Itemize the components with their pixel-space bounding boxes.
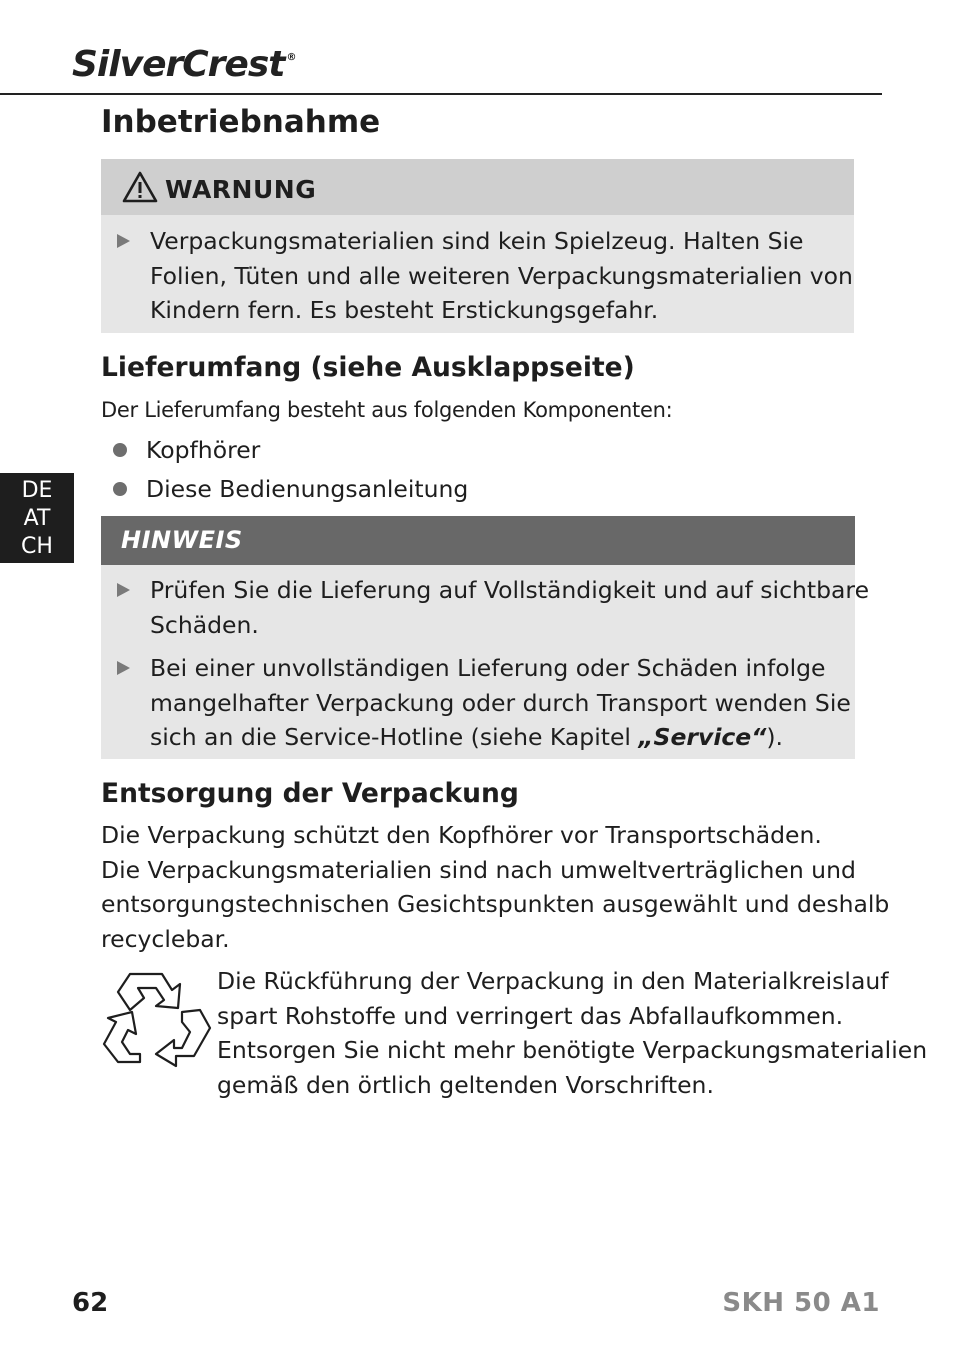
warning-line: Verpackungsmaterialien sind kein Spielzeug. Halten Sie xyxy=(150,227,804,255)
list-item: Kopfhörer xyxy=(146,436,261,464)
disposal-heading: Entsorgung der Verpackung xyxy=(101,778,519,809)
recycle-line: Die Rückführung der Verpackung in den Materialkreislauf xyxy=(217,967,889,995)
arrow-bullet-icon xyxy=(117,583,130,597)
warning-text xyxy=(150,224,853,328)
hint-line-prefix: sich an die Service-Hotline (siehe Kapitel xyxy=(150,723,639,752)
hint-line: mangelhafter Verpackung oder durch Transport wenden Sie xyxy=(150,688,851,717)
warning-header xyxy=(101,159,854,215)
warning-triangle-icon xyxy=(122,171,158,203)
hint-line: Prüfen Sie die Lieferung auf Vollständigkeit und auf sichtbare xyxy=(150,576,870,604)
language-code: CH xyxy=(21,534,53,559)
recycle-line: Entsorgen Sie nicht mehr benötigte Verpackungsmaterialien xyxy=(217,1036,928,1065)
disposal-line: entsorgungstechnischen Gesichtspunkten ausgewählt und deshalb xyxy=(101,890,890,919)
trademark-symbol: ® xyxy=(286,52,296,63)
recycle-text xyxy=(217,964,927,1103)
hint-text-1 xyxy=(150,573,869,642)
delivery-intro: Der Lieferumfang besteht aus folgenden Komponenten: xyxy=(101,398,673,422)
model-number: SKH 50 A1 xyxy=(722,1288,880,1318)
disposal-text xyxy=(101,818,889,957)
warning-label: WARNUNG xyxy=(165,175,317,204)
bullet-dot-icon xyxy=(113,443,127,457)
language-code: DE xyxy=(21,478,53,503)
disposal-line: recyclebar. xyxy=(101,925,230,954)
recycle-line: spart Rohstoffe und verringert das Abfallaufkommen. xyxy=(217,1001,844,1030)
hint-text-2 xyxy=(150,651,851,755)
service-reference: „Service“ xyxy=(638,723,767,752)
disposal-line: Die Verpackung schützt den Kopfhörer vor Transportschäden. xyxy=(101,821,822,849)
recycle-line: gemäß den örtlich geltenden Vorschriften. xyxy=(217,1071,714,1100)
brand-logo xyxy=(72,44,295,85)
page-number: 62 xyxy=(72,1288,109,1318)
warning-line: Folien, Tüten und alle weiteren Verpackungsmaterialien von xyxy=(150,261,853,290)
header-rule xyxy=(0,93,882,95)
arrow-bullet-icon xyxy=(117,661,130,675)
hint-line-suffix: ). xyxy=(766,723,784,752)
arrow-bullet-icon xyxy=(117,234,130,248)
hint-line: Bei einer unvollständigen Lieferung oder Schäden infolge xyxy=(150,654,826,682)
disposal-line: Die Verpackungsmaterialien sind nach umweltverträglichen und xyxy=(101,855,856,884)
hint-header xyxy=(101,516,855,565)
page-title: Inbetriebnahme xyxy=(101,104,381,140)
hint-label: HINWEIS xyxy=(121,526,243,554)
list-item: Diese Bedienungsanleitung xyxy=(146,475,469,503)
language-code: AT xyxy=(23,506,51,531)
language-tab xyxy=(0,473,74,563)
warning-line: Kindern fern. Es besteht Erstickungsgefahr. xyxy=(150,296,659,325)
brand-name: SilverCrest xyxy=(72,44,285,85)
delivery-heading: Lieferumfang (siehe Ausklappseite) xyxy=(101,352,635,383)
bullet-dot-icon xyxy=(113,482,127,496)
recycle-icon xyxy=(100,970,212,1078)
hint-line: Schäden. xyxy=(150,610,259,639)
